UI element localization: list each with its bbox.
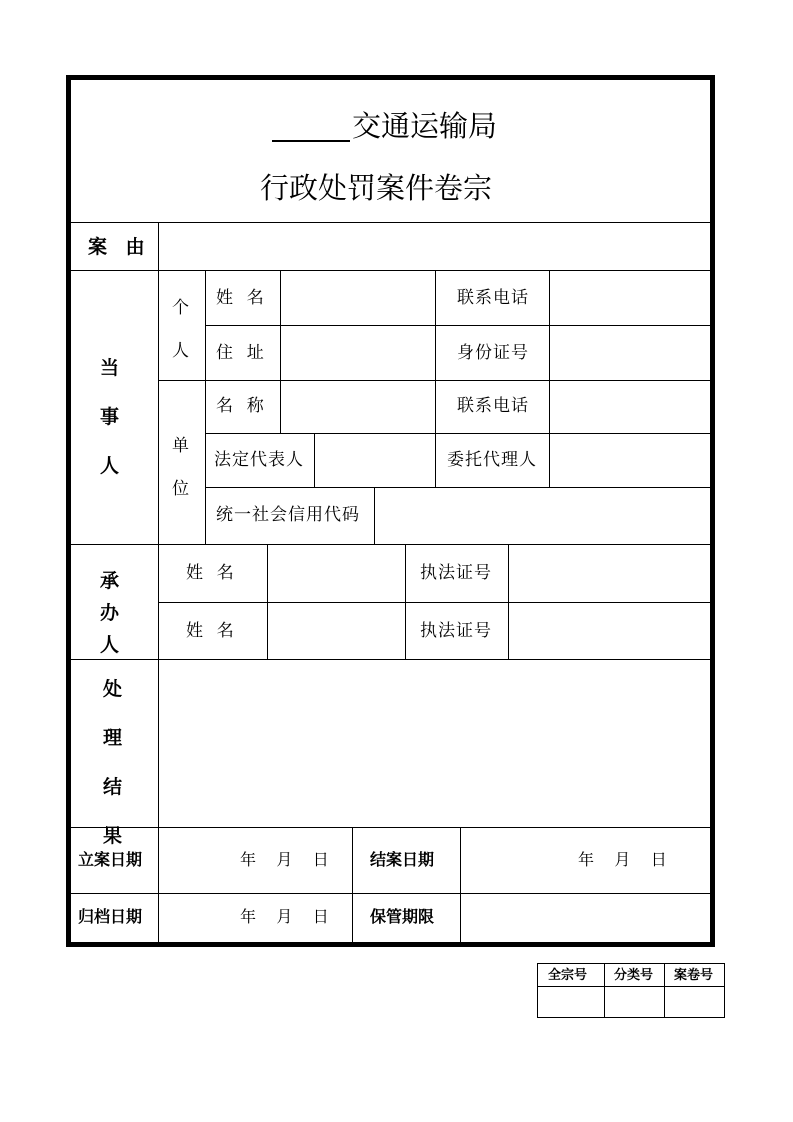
unit-contact-field[interactable] [551,382,709,432]
handler2-cert-label: 执法证号 [420,621,492,641]
filing-date-label: 立案日期 [78,850,143,869]
closing-date-value[interactable]: 年 月 日 [578,850,667,869]
legal-rep-label: 法定代表人 [214,450,304,470]
divider [374,487,375,544]
title-line2: 行政处罚案件卷宗 [260,171,493,205]
divider [460,827,461,943]
handler1-name-label: 姓 名 [186,563,235,583]
handler1-cert-field[interactable] [510,546,709,601]
divider [549,270,550,487]
divider [267,544,268,659]
agent-field[interactable] [551,435,709,486]
unit-name-field[interactable] [282,382,434,432]
divider [205,270,206,544]
handler-label: 承 办 人 [100,570,120,656]
unit-contact-label: 联系电话 [457,396,529,416]
unit-label: 单 位 [172,436,189,499]
unit-name-label: 名 称 [216,396,265,416]
name-field[interactable] [282,272,434,324]
archive-date-label: 归档日期 [78,907,143,926]
retention-label: 保管期限 [370,907,435,926]
divider [405,544,406,659]
retention-field[interactable] [462,895,709,941]
handler1-cert-label: 执法证号 [420,563,492,583]
case-reason-label: 案 由 [88,236,151,258]
individual-label: 个 人 [172,298,189,361]
archive-header-volume: 案卷号 [674,968,714,983]
archive-fonds-field[interactable] [538,987,603,1017]
id-field[interactable] [551,327,709,379]
handler2-cert-field[interactable] [510,604,709,658]
divider [314,433,315,487]
divider [280,270,281,433]
archive-date-value[interactable]: 年 月 日 [240,907,329,926]
handler1-name-field[interactable] [269,546,404,601]
credit-code-field[interactable] [376,489,709,543]
divider [70,827,711,828]
address-label: 住 址 [216,343,265,363]
divider [205,433,711,434]
archive-class-field[interactable] [605,987,663,1017]
case-reason-field[interactable] [160,224,710,269]
party-label: 当 事 人 [100,357,120,477]
agent-label: 委托代理人 [447,450,537,470]
divider [352,827,353,943]
filing-date-value[interactable]: 年 月 日 [240,850,329,869]
name-label: 姓 名 [216,288,265,308]
address-field[interactable] [282,327,434,379]
agency-name-blank[interactable] [272,112,350,142]
closing-date-label: 结案日期 [370,850,435,869]
result-field[interactable] [160,661,710,826]
divider [435,270,436,487]
archive-volume-field[interactable] [665,987,724,1017]
divider [70,544,711,545]
contact-label: 联系电话 [457,288,529,308]
contact-field[interactable] [551,272,709,324]
archive-header-fonds: 全宗号 [548,968,588,983]
handler2-name-label: 姓 名 [186,621,235,641]
handler2-name-field[interactable] [269,604,404,658]
divider [205,487,711,488]
archive-header-class: 分类号 [614,968,654,983]
divider [508,544,509,659]
result-label: 处 理 结 果 [103,678,123,847]
divider [158,222,159,943]
divider [70,659,711,660]
id-label: 身份证号 [457,343,529,363]
divider [70,270,711,271]
title-line1: 交通运输局 [352,109,498,143]
divider [158,602,711,603]
legal-rep-field[interactable] [316,435,434,486]
credit-code-label: 统一社会信用代码 [216,505,360,525]
divider [70,893,711,894]
divider [70,222,711,223]
